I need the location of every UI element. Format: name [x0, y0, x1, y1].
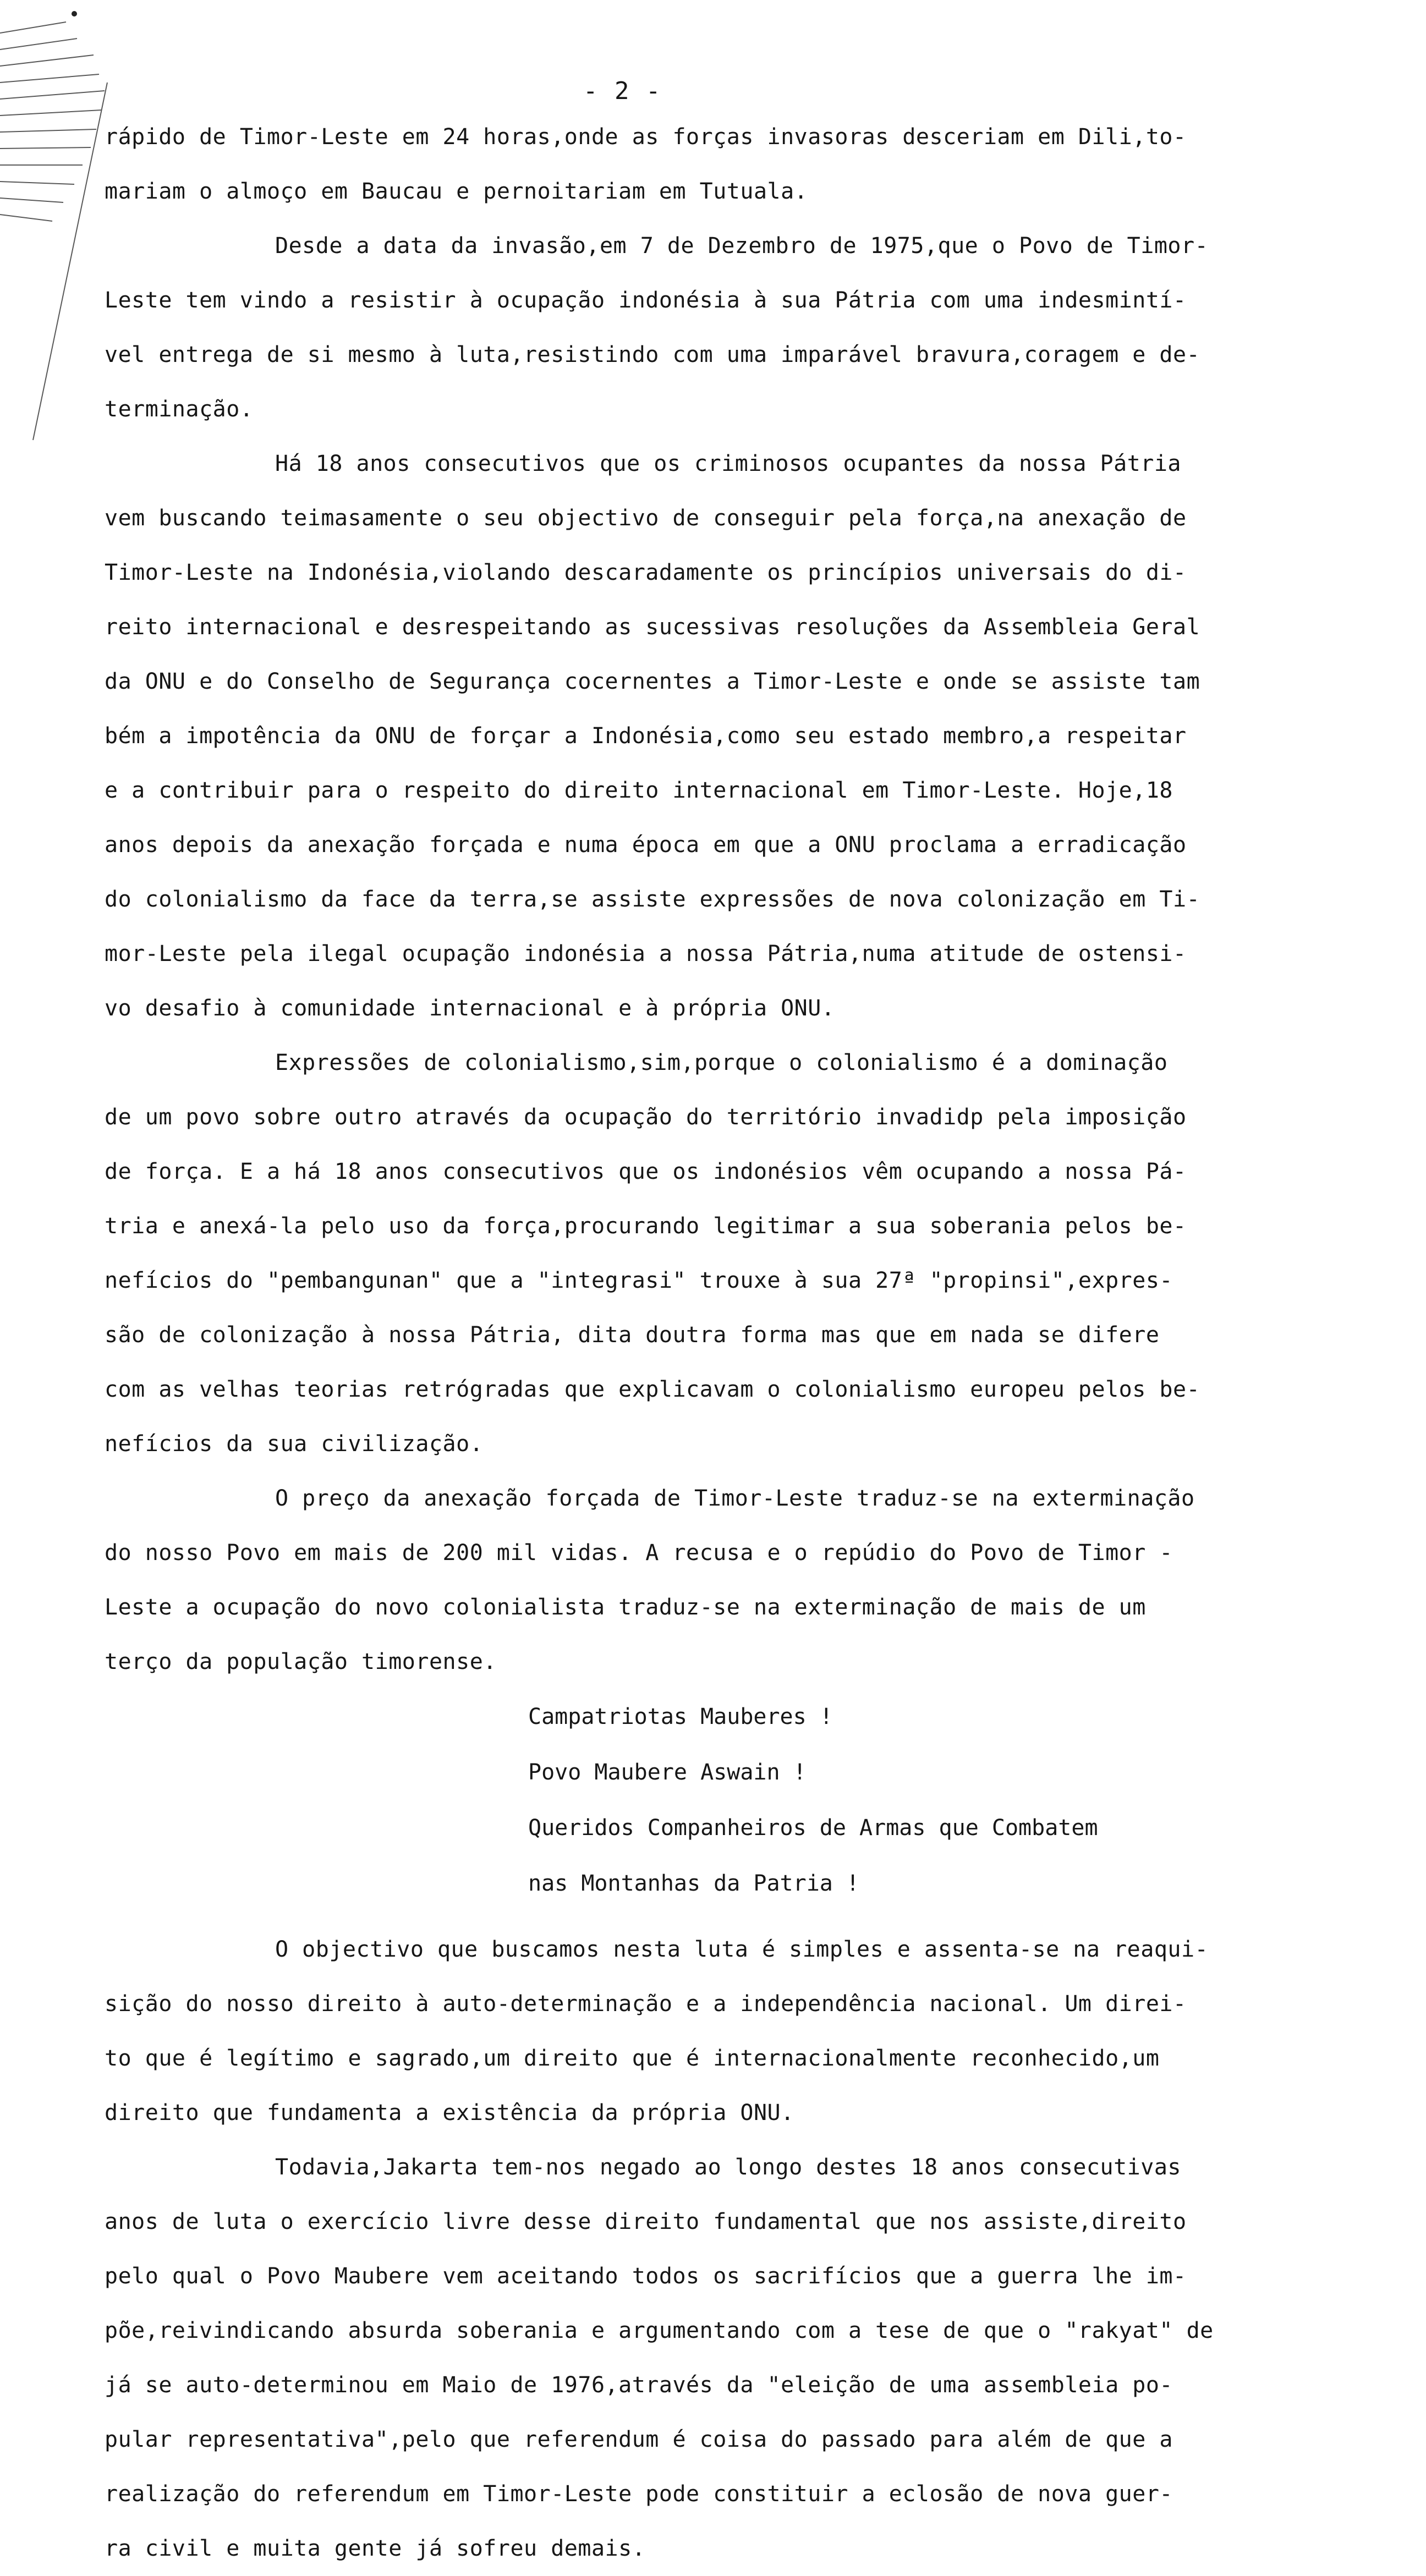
- paragraph: [105, 437, 1315, 1036]
- text-line: da ONU e do Conselho de Segurança cocernentes a Timor-Leste e onde se assiste tam: [105, 669, 1200, 694]
- text-line: terminação.: [105, 397, 254, 422]
- text-line: Todavia,Jakarta tem-nos negado ao longo destes 18 anos consecutivas: [275, 2155, 1181, 2180]
- paragraph: [105, 2140, 1315, 2576]
- paragraph: [105, 110, 1315, 219]
- text-line: são de colonização à nossa Pátria, dita doutra forma mas que em nada se difere: [105, 1322, 1160, 1348]
- text-line: vel entrega de si mesmo à luta,resistindo com uma imparável bravura,coragem e de-: [105, 342, 1200, 367]
- document-body: [105, 110, 1315, 2576]
- paragraph: [105, 1471, 1315, 1689]
- text-line: mor-Leste pela ilegal ocupação indonésia a nossa Pátria,numa atitude de ostensi-: [105, 941, 1187, 966]
- paragraph: [105, 1036, 1315, 1471]
- text-line: de um povo sobre outro através da ocupação do território invadidp pela imposição: [105, 1105, 1187, 1130]
- paragraph: [105, 1923, 1315, 2140]
- text-line: vem buscando teimasamente o seu objectivo de conseguir pela força,na anexação de: [105, 506, 1187, 531]
- text-line: reito internacional e desrespeitando as sucessivas resoluções da Assembleia Geral: [105, 614, 1200, 640]
- salutation-block: [105, 1689, 1315, 1912]
- page-number: - 2 -: [583, 77, 662, 105]
- text-line: anos depois da anexação forçada e numa época em que a ONU proclama a erradicação: [105, 832, 1187, 858]
- salutation-line: Campatriotas Mauberes !: [528, 1704, 833, 1729]
- text-line: Desde a data da invasão,em 7 de Dezembro de 1975,que o Povo de Timor-: [275, 233, 1209, 259]
- text-line: mariam o almoço em Baucau e pernoitariam em Tutuala.: [105, 179, 808, 204]
- text-line: bém a impotência da ONU de forçar a Indonésia,como seu estado membro,a respeitar: [105, 723, 1187, 749]
- text-line: realização do referendum em Timor-Leste pode constituir a eclosão de nova guer-: [105, 2481, 1173, 2507]
- scan-edge-artifact: [0, 0, 116, 451]
- text-line: do nosso Povo em mais de 200 mil vidas. A recusa e o repúdio do Povo de Timor -: [105, 1540, 1173, 1566]
- text-line: do colonialismo da face da terra,se assiste expressões de nova colonização em Ti-: [105, 887, 1200, 912]
- text-line: Leste tem vindo a resistir à ocupação indonésia à sua Pátria com uma indesmintí-: [105, 288, 1187, 313]
- paragraph: [105, 219, 1315, 437]
- text-line: vo desafio à comunidade internacional e à própria ONU.: [105, 996, 835, 1021]
- text-line: tria e anexá-la pelo uso da força,procurando legitimar a sua soberania pelos be-: [105, 1213, 1187, 1239]
- text-line: direito que fundamenta a existência da própria ONU.: [105, 2100, 794, 2125]
- text-line: nefícios da sua civilização.: [105, 1431, 484, 1457]
- text-line: põe,reivindicando absurda soberania e argumentando com a tese de que o "rakyat" de: [105, 2318, 1214, 2343]
- text-line: e a contribuir para o respeito do direito internacional em Timor-Leste. Hoje,18: [105, 778, 1173, 803]
- text-line: já se auto-determinou em Maio de 1976,através da "eleição de uma assembleia po-: [105, 2372, 1173, 2398]
- text-line: Leste a ocupação do novo colonialista traduz-se na exterminação de mais de um: [105, 1595, 1146, 1620]
- text-line: rápido de Timor-Leste em 24 horas,onde as forças invasoras desceriam em Dili,to-: [105, 124, 1187, 150]
- text-line: de força. E a há 18 anos consecutivos que os indonésios vêm ocupando a nossa Pá-: [105, 1159, 1187, 1184]
- salutation-line: Povo Maubere Aswain !: [528, 1760, 807, 1785]
- text-line: Expressões de colonialismo,sim,porque o colonialismo é a dominação: [275, 1050, 1168, 1075]
- salutation-line: nas Montanhas da Patria !: [528, 1871, 860, 1896]
- salutation-line: Queridos Companheiros de Armas que Combatem: [528, 1815, 1098, 1841]
- text-line: anos de luta o exercício livre desse direito fundamental que nos assiste,direito: [105, 2209, 1187, 2234]
- text-line: to que é legítimo e sagrado,um direito que é internacionalmente reconhecido,um: [105, 2046, 1160, 2071]
- text-line: Timor-Leste na Indonésia,violando descaradamente os princípios universais do di-: [105, 560, 1187, 585]
- text-line: O objectivo que buscamos nesta luta é simples e assenta-se na reaqui-: [275, 1937, 1209, 1962]
- text-line: Há 18 anos consecutivos que os criminosos ocupantes da nossa Pátria: [275, 451, 1181, 476]
- text-line: com as velhas teorias retrógradas que explicavam o colonialismo europeu pelos be-: [105, 1377, 1200, 1402]
- text-line: ra civil e muita gente já sofreu demais.: [105, 2536, 646, 2561]
- text-line: pelo qual o Povo Maubere vem aceitando todos os sacrifícios que a guerra lhe im-: [105, 2264, 1187, 2289]
- text-line: O preço da anexação forçada de Timor-Leste traduz-se na exterminação: [275, 1486, 1195, 1511]
- text-line: terço da população timorense.: [105, 1649, 497, 1674]
- text-line: pular representativa",pelo que referendum é coisa do passado para além de que a: [105, 2427, 1173, 2452]
- spacer: [105, 1912, 1315, 1923]
- text-line: nefícios do "pembangunan" que a "integrasi" trouxe à sua 27ª "propinsi",expres-: [105, 1268, 1173, 1293]
- text-line: sição do nosso direito à auto-determinação e a independência nacional. Um direi-: [105, 1991, 1187, 2017]
